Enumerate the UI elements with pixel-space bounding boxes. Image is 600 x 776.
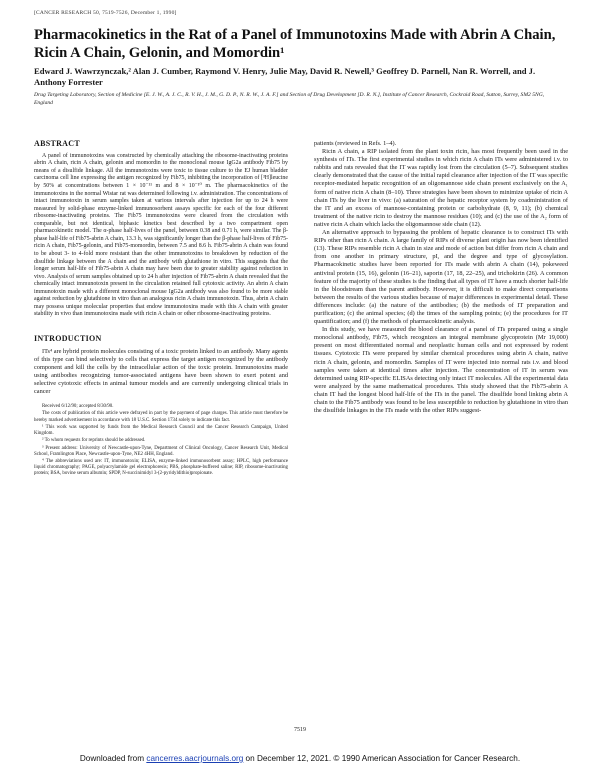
page-number: 7519 xyxy=(294,727,306,733)
introduction-heading: INTRODUCTION xyxy=(34,333,102,343)
download-notice xyxy=(0,754,600,764)
footnote-received: Received 6/12/90; accepted 8/30/90. xyxy=(42,404,114,410)
abstract-heading: ABSTRACT xyxy=(34,139,80,148)
footnote-reprints: ² To whom requests for reprints should be addressed. xyxy=(42,438,146,444)
paragraph: In this study, we have measured the blood clearance of a panel of ITs prepared using a single monoclonal antibody, Fib75, which recognizes an integral membrane glycoprotein (Mr 19,000) present on most differentiated normal and neoplastic human cells and not expressed by rodent tissues. Cytotoxic ITs were prepared by similar chemical procedures using abrin A chain, native ricin A chain, gelonin, and momordin. Samples of IT were injected into normal rats i.v. and blood samples were taken at identical times after injection. The concentration of IT in serum was determined using RIP-specific ELISAs detecting only intact IT molecules. All the experimental data were analyzed by the same mathematical procedures. This study showed that the Fib75-abrin A chain IT had the longest blood half-life of the ITs in the panel. The disulfide bond linking abrin A chain to the Fib75 antibody was found to be less susceptible to reduction by glutathione in vitro than the disulfide linkages in the ITs made with the other RIPs suggest- xyxy=(314,326,568,415)
download-prefix: Downloaded from xyxy=(79,754,147,763)
journal-header: [CANCER RESEARCH 50, 7519-7526, December 1, 1990] xyxy=(34,10,177,16)
footnote-charges: The costs of publication of this article were defrayed in part by the payment of page charges. This article must therefore be hereby marked advertisement in accordance with 18 U.S.C. Section 1734 solely to indicate this fact. xyxy=(34,411,288,423)
author-list: Edward J. Wawrzynczak,² Alan J. Cumber, Raymond V. Henry, Julie May, David R. Newell,³ Geoffrey D. Parnell, Nan R. Worrell, and J. Anthony Forrester xyxy=(34,66,536,87)
article-title: Pharmacokinetics in the Rat of a Panel of Immunotoxins Made with Abrin A Chain, Ricin A Chain, Gelonin, and Momordin¹ xyxy=(34,27,556,61)
introduction-text: ITs⁴ are hybrid protein molecules consisting of a toxic protein linked to an antibody. Many agents of this type can bind selectively to cells that express the target antigen recognized by the antibody component and kill the cells by the intracellular action of the toxic protein. Immunotoxins made using antibodies recognizing tumor-associated antigens have been shown to exert potent and selective cytotoxic effects in animal tumour models and are currently undergoing clinical trials in cancer xyxy=(34,347,288,396)
download-suffix: on December 12, 2021. © 1990 American Association for Cancer Research. xyxy=(243,754,521,763)
abstract-text: A panel of immunotoxins was constructed by chemically attaching the ribosome-inactivating proteins abrin A chain, ricin A chain, gelonin and momordin to the monoclonal mouse IgG2a antibody Fib75 by means of a disulfide linkage. All the immunotoxins were toxic to tissue culture to the EJ human bladder carcinoma cell line expressing the antigen recognized by Fib75, inhibiting the incorporation of [³H]leucine by 50% at concentrations between 1 × 10⁻¹¹ m and 8 × 10⁻¹⁰ m. The pharmacokinetics of the immunotoxins in the normal Wistar rat was determined following i.v. administration. The concentrations of intact immunotoxin in serum samples taken at various intervals after injection for up to 24 h were measured by solid-phase enzyme-linked immunosorbent assays specific for each of the four different ribosome-inactivating proteins. The Fib75 immunotoxins were cleared from the circulation with comparable, but not identical, biphasic kinetics best described by a two compartment open pharmacokinetic model. The α-phase half-lives of the panel, between 0.38 and 0.71 h, were similar. The β-phase half-life of Fib75-abrin A chain, 13.3 h, was significantly longer than the β-phase half-lives of Fib75-ricin A chain, Fib75-gelonin, and Fib75-momordin, between 7.5 and 8.6 h. Fib75-abrin A chain was found to be about 3- to 4-fold more resistant than the other immunotoxins to breakdown by reduction of the disulfide linkage between the A chain and the antibody with glutathione in vitro. This suggests that the longer serum half-life of Fib75-abrin A chain may have been due to greater stability against reduction in vivo. Analysis of serum samples obtained up to 24 h after injection of Fib75-abrin A chain revealed that the chemically intact immunotoxin present in the circulation retained full cytotoxic activity. An abrin A chain immunotoxin made with a different monoclonal mouse IgG2a antibody was also found to be more stable against reduction by glutathione in vitro than an analogous ricin A chain immunotoxin. Thus, abrin A chain may possess unique molecular properties that endow immunotoxins made with this A chain with greater stability in vivo than immunotoxins made with ricin A chain or other ribosome-inactivating proteins. xyxy=(34,152,288,318)
footnotes xyxy=(34,404,288,477)
right-column xyxy=(314,140,568,415)
introduction-section xyxy=(34,335,288,396)
footnote-address: ³ Present address: University of Newcastle-upon-Tyne, Department of Clinical Oncology, Cancer Research Unit, Medical School, Framlington Place, Newcastle-upon-Tyne, NE2 4HH, England. xyxy=(34,445,288,457)
left-column xyxy=(34,140,288,479)
footnote-abbreviations: ⁴ The abbreviations used are: IT, immunotoxin; ELISA, enzyme-linked immunosorbent assay; HPLC, high performance liquid chromatography; PAGE, polyacrylamide gel electrophoresis; PBS, phosphate-buffered saline; RIP, ribosome-inactivating protein; BSA, bovine serum albumin; SPDP, N-succinimidyl 3-(2-pyridyldithio)propionate. xyxy=(34,458,288,477)
journal-link[interactable]: cancerres.aacrjournals.org xyxy=(146,754,244,763)
footnote-funding: ¹ This work was supported by funds from the Medical Research Council and the Cancer Research Campaign, United Kingdom. xyxy=(34,424,288,437)
abstract-section xyxy=(34,140,288,319)
author-affiliation: Drug Targeting Laboratory, Section of Medicine [E. J. W., A. J. C., R. V. H., J. M., G. D. P., N. R. W., J. A. F.] and Section of Drug Development [D. R. N.], Institute of Cancer Research, Cockraid Road, Sutton, Surrey, SM2 5NG, England xyxy=(34,92,545,106)
paragraph: patients (reviewed in Refs. 1–4). xyxy=(314,140,397,147)
paragraph: An alternative approach to bypassing the problem of hepatic clearance is to construct ITs with RIPs other than ricin A chain. A large family of RIPs of diverse plant origin has now been identified (13). These RIPs resemble ricin A chain in size and mode of action but differ from ricin A chain and from one another in primary structure, pI, and the degree and type of glycosylation. Pharmacokinetic studies have been reported for ITs made with abrin A chain (14), pokeweed antiviral protein (15, 16), gelonin (16–21), saporin (17, 18, 22–25), and trichokirin (26). A common feature of the majority of these studies is the finding that all types of IT have a much shorter half-life in the bloodstream than the parent antibody. However, it is difficult to make direct comparisons between the results of the various studies because of major differences in experimental detail. These differences include: (a) the nature of the antibodies; (b) the methods of IT preparation and purification; (c) the animal species; (d) the times of the sampling points; (e) the procedures for IT quantification; and (f) the methods of pharmacokinetic analysis. xyxy=(314,229,568,326)
paragraph: Ricin A chain, a RIP isolated from the plant toxin ricin, has most frequently been used in the synthesis of ITs. The first experimental studies in which ricin A chain ITs were administered i.v. to rabbits and rats revealed that the IT was rapidly lost from the circulation (5–7). Subsequent studies clearly demonstrated that the cause of the initial rapid clearance after injection of the IT was specific receptor-mediated hepatic recognition of an oligomannose side chain present exclusively on the A₁ form of native ricin A chain (8–10). Three strategies have been shown to minimize uptake of ricin A chain ITs by the liver in vivo: (a) saturation of the hepatic receptor system by coadministration of the IT and an excess of mannose-containing protein or carbohydrate (8, 9, 11); (b) chemical treatment of the native ricin to destroy the mannose residues (10); and (c) the use of the A₂ form of native ricin A chain which lacks the oligomannose side chain (12). xyxy=(314,148,568,228)
